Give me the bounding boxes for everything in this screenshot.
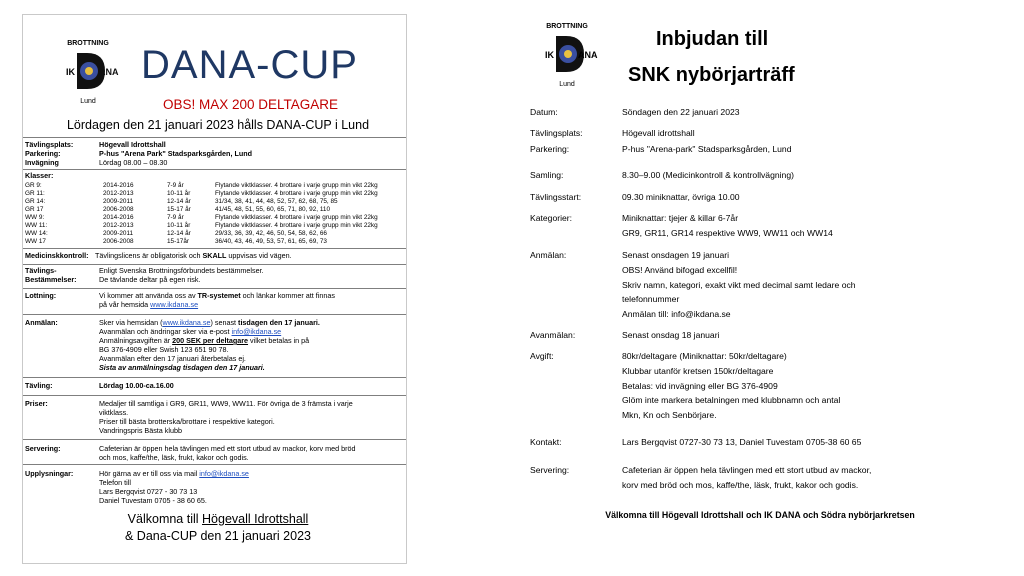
svg-text:IK: IK <box>66 67 75 77</box>
email-link[interactable]: info@ikdana.se <box>199 469 249 478</box>
svg-text:ANA: ANA <box>578 50 598 60</box>
svg-text:BROTTNING: BROTTNING <box>67 40 109 47</box>
snk-beginners-invitation: BROTTNING IK ANA Lund Inbjudan till SNK nybörjarträff Datum: Söndagen den 22 januari 2023 Tävlingsplats: Högevall idrottshall Parkering: P-hus "Arena-park" Stadsparksgården, Lund Samling: 8.30–9.00 (Medicinkontroll & kontrollvägning) Tävlingsstart: 09.30 miniknattar, övriga 10.00 Kategorier: Miniknattar: tjejer & killar 6-7år GR9, GR11, GR14 respektive WW9, WW11 och WW14 Anmälan: Senast onsdagen 19 januari OBS! Använd bifogad excellfil! Skriv namn, kategori, exakt vikt med decimal samt ledare och telefonnummer Anmälan till: info@ikdana.se Avanmälan: Senast onsdag 18 januari Avgift: 80kr/deltagare (Miniknattar: 50kr/deltagare) Klubbar utanför kretsen 150kr/deltagare Betalas: vid invägning eller BG 376-4909 Glöm inte markera betalningen med klubbnamn och antal Mkn, Kn och Senbörjare. Kontakt: Lars Bergqvist 0727-30 73 13, Daniel Tuvestam 0705-38 60 65 Servering: Cafeterian är öppen hela tävlingen med ett stort utbud av mackor, korv med bröd och mos, kaffe/the, läsk, frukt, kakor och godis. Välkomna till Högevall Idrottshall och IK DANA och Södra nybörjarkretsen <box>510 8 1010 568</box>
max-participants-notice: OBS! MAX 200 DELTAGARE <box>163 97 339 112</box>
divider <box>23 248 406 249</box>
svg-text:Lund: Lund <box>559 81 575 88</box>
svg-text:Lund: Lund <box>80 98 96 105</box>
welcome-footer-line2: & Dana-CUP den 21 januari 2023 <box>124 529 311 543</box>
divider <box>23 169 406 170</box>
invitation-title: Inbjudan till <box>656 28 769 50</box>
divider <box>23 264 406 265</box>
svg-text:ANA: ANA <box>99 67 119 77</box>
welcome-footer-line1: Välkomna till Högevall Idrottshall <box>127 512 309 526</box>
svg-text:IK: IK <box>545 50 554 60</box>
divider <box>23 314 406 315</box>
event-date-line: Lördagen den 21 januari 2023 hålls DANA-CUP i Lund <box>66 118 370 132</box>
welcome-footer: Välkomna till Högevall Idrottshall och IK DANA och Södra nybörjarkretsen <box>605 510 915 520</box>
divider <box>23 288 406 289</box>
svg-text:BROTTNING: BROTTNING <box>546 23 588 30</box>
dana-cup-invitation: BROTTNING IK ANA Lund DANA-CUP OBS! MAX 200 DELTAGARE Lördagen den 21 januari 2023 hålls DANA-CUP i Lund Tävlingsplats: Högevall Idrottshall Parkering: P-hus "Arena Park" Stadsparksgården, Lund Invägning Lördag 08.00 – 08.30 Klasser: GR 9: 2014-2016 7-9 år Flytande viktklasser. 4 brottare i varje grupp min vikt 22kg GR 11: 2012-2013 10-11 år Flytande viktklasser. 4 brottare i varje grupp min vikt 22kg GR 14: 2009-2011 12-14 år 31/34, 38, 41, 44, 48, 52, 57, 62, 68, 75, 85 GR 17 2006-2008 15-17 år 41/45, 48, 51, 55, 60, 65, 71, 80, 92, 110 WW 9: 2014-2016 7-9 år Flytande viktklasser. 4 brottare i varje grupp min vikt 22kg WW 11: 2012-2013 10-11 år Flytande viktklasser. 4 brottare i varje grupp min vikt 22kg WW 14: 2009-2011 12-14 år 29/33, 36, 39, 42, 46, 50, 54, 58, 62, 66 WW 17 2006-2008 15-17år 36/40, 43, 46, 49, 53, 57, 61, 65, 69, 73 Medicinskkontroll: Tävlingslicens är obligatorisk och SKALL uppvisas vid vägen. Tävlings- Bestämmelser: Enligt Svenska Brottningsförbundets bestämmelser. De tävlande deltar på egen risk. Lottning: Vi kommer att använda oss av TR-systemet och länkar kommer att finnas på vår hemsida www.ikdana.se Anmälan: Sker via hemsidan (www.ikdana.se) senast tisdagen den 17 januari. Avanmälan och ändringar sker via e-post info@ikdana.se Anmälningsavgiften är 200 SEK per deltagare vilket betalas in på BG 376-4909 eller Swish 123 651 90 78. Avanmälan efter den 17 januari återbetalas ej. Sista av anmälningsdag tisdagen den 17 januari. Tävling: Lördag 10.00-ca.16.00 Priser: Medaljer till samtliga i GR9, GR11, WW9, WW11. För övriga de 3 främsta i varje viktklass. Priser till bästa brotterska/brottare i respektive kategori. Vandringspris Bästa klubb Servering: Cafeterian är öppen hela tävlingen med ett stort utbud av mackor, korv med bröd och mos, kaffe/the, läsk, frukt, kakor och godis. Upplysningar: Hör gärna av er till oss via mail info@ikdana.se Telefon till Lars Bergqvist 0727 - 30 73 13 Daniel Tuvestam 0705 - 38 60 65. Välkomna till Högevall Idrottshall & Dana-CUP den 21 januari 2023 <box>22 14 407 564</box>
email-link[interactable]: info@ikdana.se <box>231 327 282 336</box>
dana-cup-title: DANA-CUP <box>141 43 358 87</box>
divider <box>23 395 406 396</box>
divider <box>23 439 406 440</box>
divider <box>23 377 406 378</box>
website-link[interactable]: www.ikdana.se <box>162 318 211 327</box>
ik-dana-logo <box>532 14 602 92</box>
divider <box>23 464 406 465</box>
ik-dana-logo <box>53 31 123 109</box>
event-title: SNK nybörjarträff <box>628 64 795 86</box>
website-link[interactable]: www.ikdana.se <box>150 300 199 309</box>
divider <box>23 137 406 138</box>
